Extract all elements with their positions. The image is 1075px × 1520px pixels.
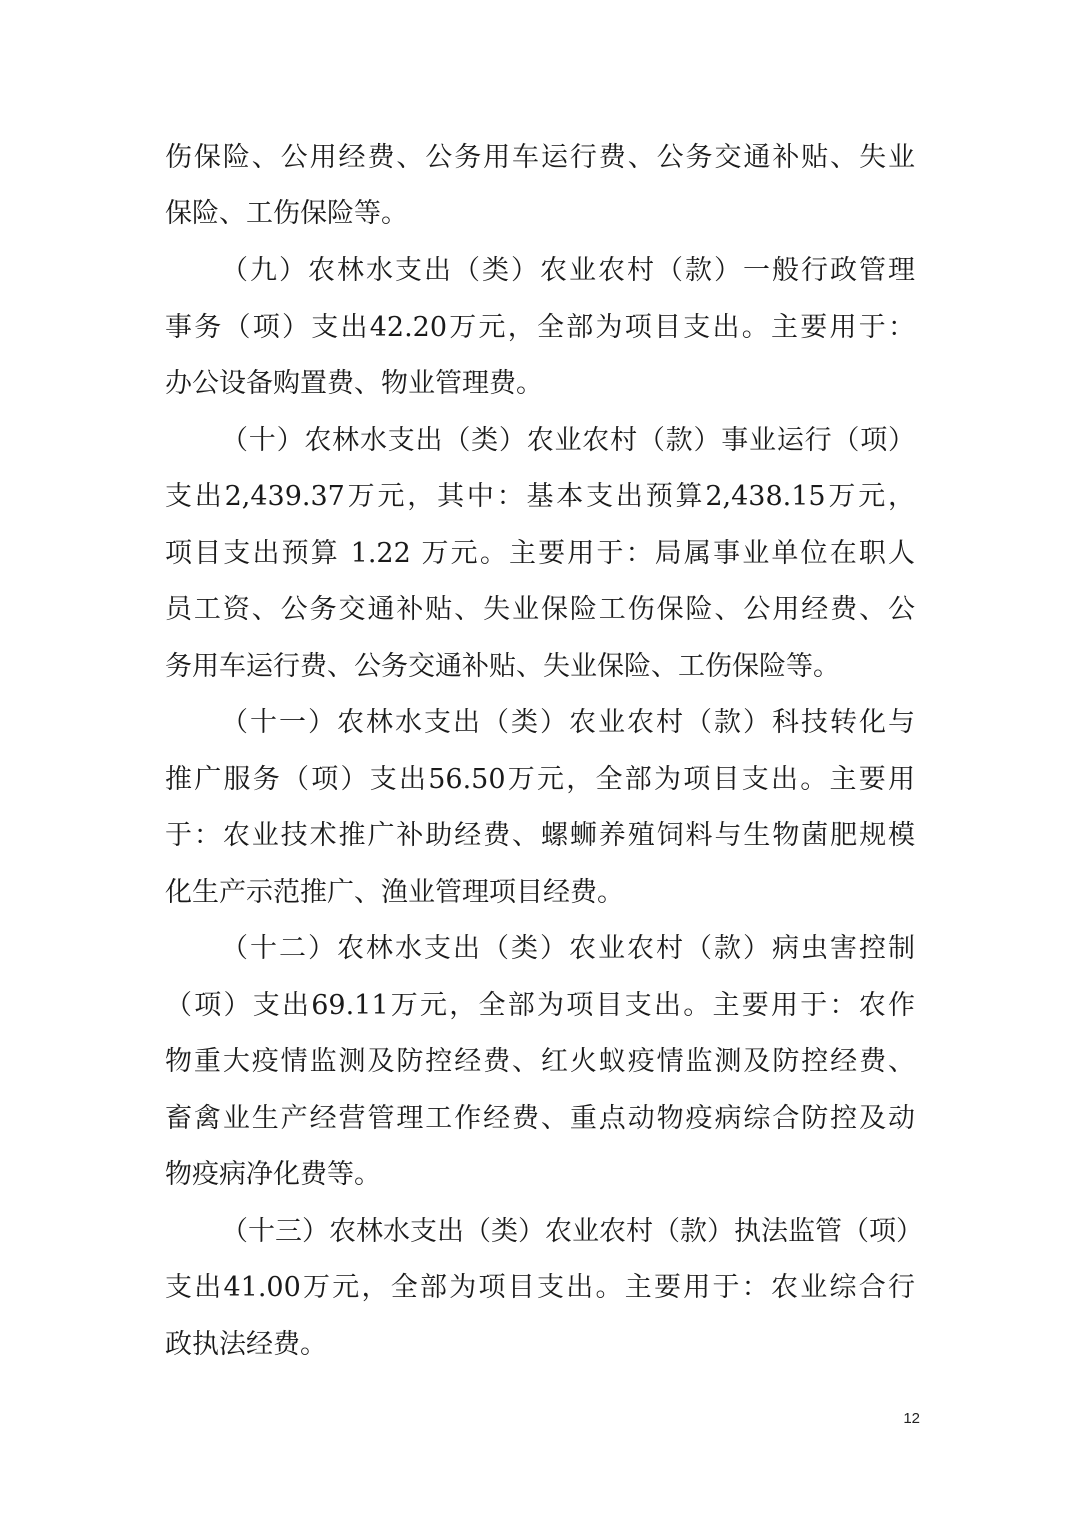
paragraph-line: 于：农业技术推广补助经费、螺蛳养殖饲料与生物菌肥规模 — [165, 820, 915, 851]
paragraph-line: 务用车运行费、公务交通补贴、失业保险、工伤保险等。 — [165, 651, 840, 682]
paragraph-line: （十一）农林水支出（类）农业农村（款）科技转化与 — [221, 707, 915, 738]
paragraph-line: 支出41.00万元，全部为项目支出。主要用于：农业综合行 — [165, 1272, 915, 1303]
page-number: 12 — [903, 1410, 920, 1427]
paragraph-line: （十三）农林水支出（类）农业农村（款）执法监管（项） — [221, 1216, 923, 1247]
paragraph-line: 支出2,439.37万元，其中：基本支出预算2,438.15万元， — [165, 481, 915, 512]
paragraph-line: 政执法经费。 — [165, 1329, 327, 1360]
paragraph-line: 办公设备购置费、物业管理费。 — [165, 368, 543, 399]
paragraph-line: 畜禽业生产经营管理工作经费、重点动物疫病综合防控及动 — [165, 1103, 915, 1134]
paragraph-line: （九）农林水支出（类）农业农村（款）一般行政管理 — [221, 255, 915, 286]
paragraph-line: （项）支出69.11万元，全部为项目支出。主要用于：农作 — [165, 990, 915, 1021]
paragraph-line: （十二）农林水支出（类）农业农村（款）病虫害控制 — [221, 933, 915, 964]
paragraph-line: 伤保险、公用经费、公务用车运行费、公务交通补贴、失业 — [165, 142, 915, 173]
paragraph-line: 事务（项）支出42.20万元，全部为项目支出。主要用于： — [165, 312, 915, 343]
paragraph-line: 项目支出预算 1.22 万元。主要用于：局属事业单位在职人 — [165, 538, 915, 569]
paragraph-line: （十）农林水支出（类）农业农村（款）事业运行（项） — [221, 425, 915, 456]
paragraph-line: 物重大疫情监测及防控经费、红火蚁疫情监测及防控经费、 — [165, 1046, 915, 1077]
paragraph-line: 保险、工伤保险等。 — [165, 198, 408, 229]
paragraph-line: 员工资、公务交通补贴、失业保险工伤保险、公用经费、公 — [165, 594, 915, 625]
paragraph-line: 物疫病净化费等。 — [165, 1159, 381, 1190]
paragraph-line: 化生产示范推广、渔业管理项目经费。 — [165, 877, 624, 908]
paragraph-line: 推广服务（项）支出56.50万元，全部为项目支出。主要用 — [165, 764, 915, 795]
